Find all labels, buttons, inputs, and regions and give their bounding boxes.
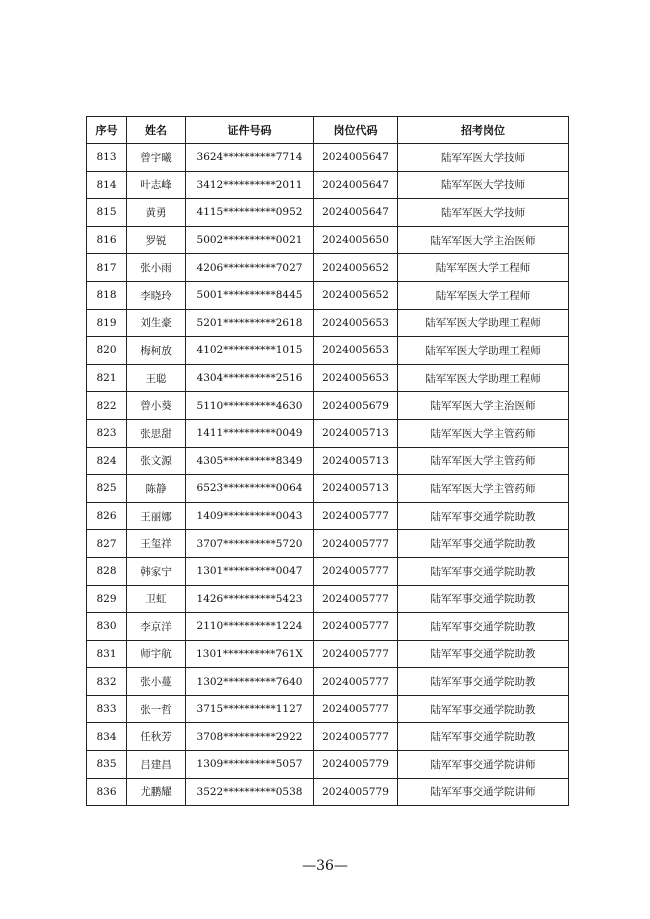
cell-name: 张一哲 [127,695,186,723]
cell-id-number: 3707**********5720 [186,530,314,558]
cell-serial-number: 827 [87,530,127,558]
cell-position-code: 2024005653 [314,337,398,365]
cell-position: 陆军军事交通学院助教 [398,613,569,641]
cell-id-number: 6523**********0064 [186,475,314,503]
cell-id-number: 5002**********0021 [186,226,314,254]
cell-id-number: 3412**********2011 [186,171,314,199]
cell-position: 陆军军医大学工程师 [398,281,569,309]
cell-position-code: 2024005647 [314,171,398,199]
cell-position: 陆军军医大学助理工程师 [398,309,569,337]
table-row [87,640,569,668]
header-position: 招考岗位 [398,117,569,144]
cell-position-code: 2024005777 [314,502,398,530]
cell-id-number: 4206**********7027 [186,254,314,282]
cell-id-number: 1426**********5423 [186,585,314,613]
table-row [87,171,569,199]
cell-name: 王丽娜 [127,502,186,530]
cell-name: 陈静 [127,475,186,503]
cell-position-code: 2024005679 [314,392,398,420]
cell-name: 张思甜 [127,419,186,447]
table-row [87,226,569,254]
table-row [87,199,569,227]
cell-serial-number: 813 [87,144,127,172]
cell-position-code: 2024005652 [314,281,398,309]
cell-position-code: 2024005779 [314,751,398,779]
cell-position: 陆军军医大学主治医师 [398,392,569,420]
cell-position-code: 2024005777 [314,530,398,558]
cell-position: 陆军军事交通学院助教 [398,695,569,723]
cell-position-code: 2024005647 [314,144,398,172]
cell-id-number: 3715**********1127 [186,695,314,723]
cell-id-number: 5001**********8445 [186,281,314,309]
cell-position-code: 2024005777 [314,640,398,668]
table-row [87,337,569,365]
cell-position-code: 2024005777 [314,668,398,696]
cell-serial-number: 824 [87,447,127,475]
cell-position: 陆军军事交通学院讲师 [398,751,569,779]
cell-name: 罗锐 [127,226,186,254]
cell-position-code: 2024005713 [314,419,398,447]
cell-id-number: 4305**********8349 [186,447,314,475]
cell-position-code: 2024005653 [314,364,398,392]
table-row [87,364,569,392]
cell-position-code: 2024005779 [314,778,398,806]
cell-position: 陆军军事交通学院助教 [398,668,569,696]
table-row [87,144,569,172]
header-serial-number: 序号 [87,117,127,144]
cell-position: 陆军军医大学主管药师 [398,475,569,503]
cell-position: 陆军军事交通学院助教 [398,585,569,613]
cell-name: 曾小葵 [127,392,186,420]
cell-id-number: 2110**********1224 [186,613,314,641]
cell-name: 叶志峰 [127,171,186,199]
cell-id-number: 1411**********0049 [186,419,314,447]
cell-name: 刘生豪 [127,309,186,337]
table-header-row [87,117,569,144]
cell-serial-number: 825 [87,475,127,503]
table-row [87,419,569,447]
table-row [87,530,569,558]
cell-serial-number: 821 [87,364,127,392]
cell-position-code: 2024005652 [314,254,398,282]
cell-id-number: 4102**********1015 [186,337,314,365]
header-name: 姓名 [127,117,186,144]
header-position-code: 岗位代码 [314,117,398,144]
candidate-table [86,116,569,806]
cell-name: 张小雨 [127,254,186,282]
cell-serial-number: 814 [87,171,127,199]
cell-name: 卫虹 [127,585,186,613]
cell-name: 吕建昌 [127,751,186,779]
table-row [87,447,569,475]
cell-name: 李晓玲 [127,281,186,309]
table-row [87,668,569,696]
cell-name: 李京洋 [127,613,186,641]
table-row [87,695,569,723]
cell-name: 韩家宁 [127,557,186,585]
cell-serial-number: 817 [87,254,127,282]
cell-serial-number: 834 [87,723,127,751]
cell-serial-number: 823 [87,419,127,447]
page-number: —36— [302,858,348,874]
cell-position: 陆军军医大学助理工程师 [398,364,569,392]
cell-serial-number: 818 [87,281,127,309]
table-row [87,613,569,641]
cell-position: 陆军军事交通学院助教 [398,530,569,558]
cell-serial-number: 832 [87,668,127,696]
table-row [87,475,569,503]
cell-name: 王聪 [127,364,186,392]
cell-position-code: 2024005713 [314,475,398,503]
cell-name: 黄勇 [127,199,186,227]
cell-position-code: 2024005650 [314,226,398,254]
table-row [87,751,569,779]
cell-position: 陆军军医大学助理工程师 [398,337,569,365]
cell-id-number: 5201**********2618 [186,309,314,337]
cell-position: 陆军军事交通学院助教 [398,502,569,530]
cell-position: 陆军军事交通学院助教 [398,723,569,751]
cell-id-number: 5110**********4630 [186,392,314,420]
cell-position: 陆军军事交通学院助教 [398,557,569,585]
cell-id-number: 4115**********0952 [186,199,314,227]
table-body [87,144,569,806]
cell-serial-number: 830 [87,613,127,641]
cell-id-number: 1301**********761X [186,640,314,668]
cell-serial-number: 833 [87,695,127,723]
cell-position-code: 2024005777 [314,723,398,751]
header-id-number: 证件号码 [186,117,314,144]
cell-position: 陆军军医大学主管药师 [398,419,569,447]
cell-id-number: 1301**********0047 [186,557,314,585]
cell-name: 师宇航 [127,640,186,668]
cell-id-number: 3624**********7714 [186,144,314,172]
cell-id-number: 1302**********7640 [186,668,314,696]
table-row [87,502,569,530]
cell-id-number: 3522**********0538 [186,778,314,806]
cell-serial-number: 835 [87,751,127,779]
cell-position: 陆军军医大学工程师 [398,254,569,282]
cell-serial-number: 826 [87,502,127,530]
cell-serial-number: 816 [87,226,127,254]
cell-position-code: 2024005647 [314,199,398,227]
table-row [87,585,569,613]
cell-position: 陆军军医大学技师 [398,144,569,172]
cell-serial-number: 828 [87,557,127,585]
cell-position: 陆军军医大学技师 [398,199,569,227]
cell-name: 梅柯放 [127,337,186,365]
cell-id-number: 1409**********0043 [186,502,314,530]
cell-id-number: 4304**********2516 [186,364,314,392]
cell-position-code: 2024005653 [314,309,398,337]
cell-serial-number: 820 [87,337,127,365]
cell-id-number: 1309**********5057 [186,751,314,779]
table-row [87,392,569,420]
cell-serial-number: 831 [87,640,127,668]
cell-serial-number: 819 [87,309,127,337]
cell-position: 陆军军医大学主管药师 [398,447,569,475]
cell-position-code: 2024005777 [314,695,398,723]
cell-name: 尤鹏耀 [127,778,186,806]
cell-position: 陆军军事交通学院助教 [398,640,569,668]
table-row [87,778,569,806]
cell-position: 陆军军医大学技师 [398,171,569,199]
cell-position-code: 2024005777 [314,585,398,613]
table-row [87,723,569,751]
cell-serial-number: 815 [87,199,127,227]
cell-name: 张文源 [127,447,186,475]
cell-name: 王玺祥 [127,530,186,558]
cell-position-code: 2024005713 [314,447,398,475]
cell-name: 曾宇曦 [127,144,186,172]
cell-name: 张小蔓 [127,668,186,696]
cell-position: 陆军军事交通学院讲师 [398,778,569,806]
cell-position: 陆军军医大学主治医师 [398,226,569,254]
table-row [87,281,569,309]
cell-name: 任秋芳 [127,723,186,751]
cell-serial-number: 829 [87,585,127,613]
table-row [87,309,569,337]
table-row [87,254,569,282]
cell-id-number: 3708**********2922 [186,723,314,751]
cell-position-code: 2024005777 [314,557,398,585]
cell-serial-number: 836 [87,778,127,806]
cell-position-code: 2024005777 [314,613,398,641]
table-row [87,557,569,585]
cell-serial-number: 822 [87,392,127,420]
